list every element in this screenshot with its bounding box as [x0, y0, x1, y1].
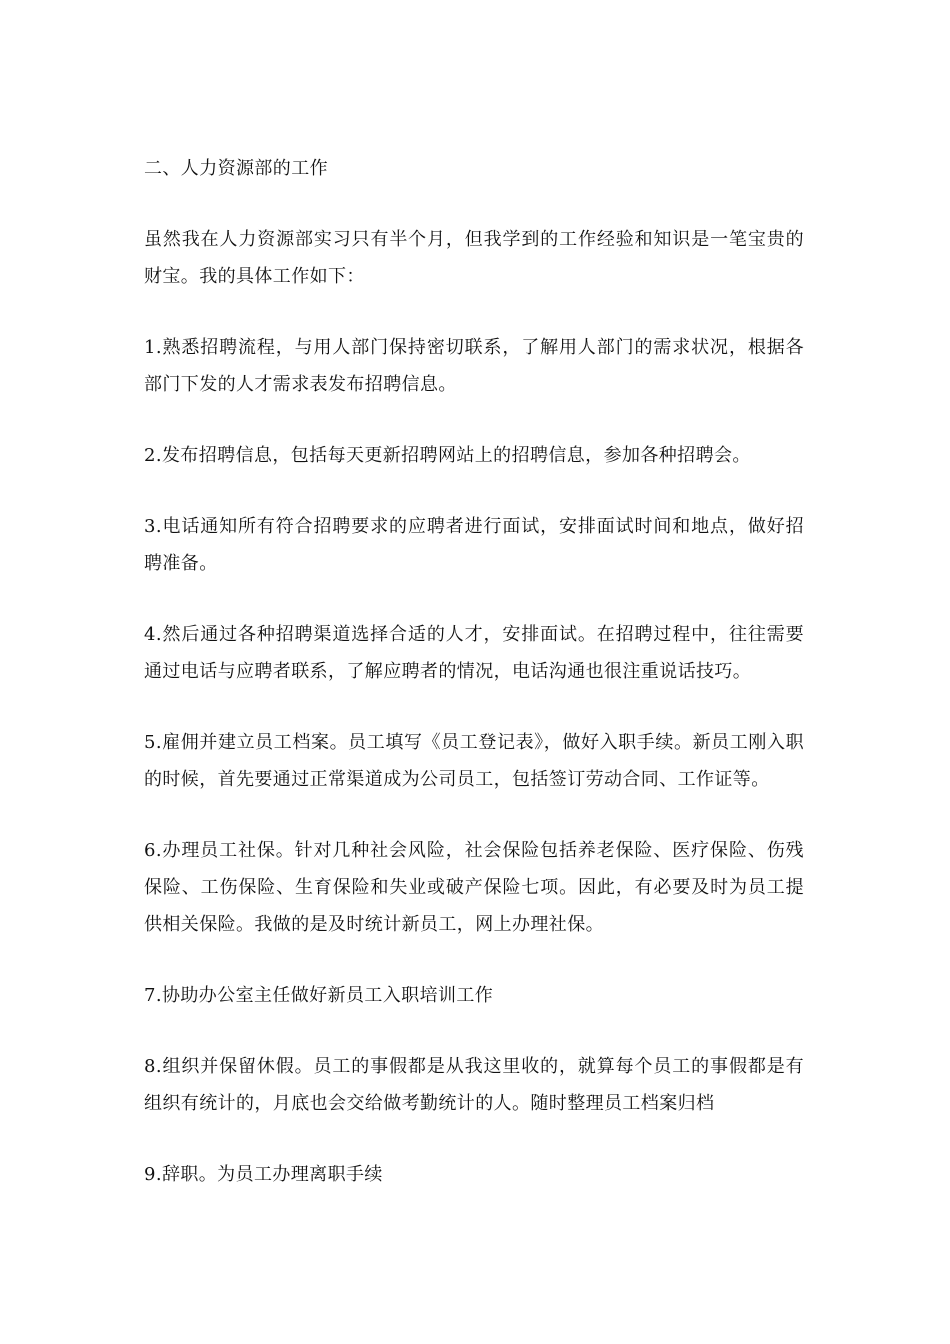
list-item-1: 1.熟悉招聘流程，与用人部门保持密切联系，了解用人部门的需求状况，根据各部门下发的人才需求表发布招聘信息。: [144, 337, 804, 395]
list-item-5: 5.雇佣并建立员工档案。员工填写《员工登记表》，做好入职手续。新员工刚入职的时候，首先要通过正常渠道成为公司员工，包括签订劳动合同、工作证等。: [144, 732, 804, 790]
list-item-6: 6.办理员工社保。针对几种社会风险，社会保险包括养老保险、医疗保险、伤残保险、工伤保险、生育保险和失业或破产保险七项。因此，有必要及时为员工提供相关保险。我做的是及时统计新员工，网上办理社保。: [144, 840, 804, 935]
list-item-7: 7.协助办公室主任做好新员工入职培训工作: [144, 985, 494, 1006]
list-item-2: 2.发布招聘信息，包括每天更新招聘网站上的招聘信息，参加各种招聘会。: [144, 445, 751, 466]
intro-paragraph: 虽然我在人力资源部实习只有半个月，但我学到的工作经验和知识是一笔宝贵的财宝。我的具体工作如下：: [144, 229, 804, 287]
list-item-3: 3.电话通知所有符合招聘要求的应聘者进行面试，安排面试时间和地点，做好招聘准备。: [144, 516, 804, 574]
list-item-8: 8.组织并保留休假。员工的事假都是从我这里收的，就算每个员工的事假都是有组织有统计的，月底也会交给做考勤统计的人。随时整理员工档案归档: [144, 1056, 804, 1114]
list-item-4: 4.然后通过各种招聘渠道选择合适的人才，安排面试。在招聘过程中，往往需要通过电话与应聘者联系，了解应聘者的情况，电话沟通也很注重说话技巧。: [144, 624, 804, 682]
list-item-9: 9.辞职。为员工办理离职手续: [144, 1164, 383, 1185]
document-body: [144, 150, 804, 1227]
section-heading: 二、人力资源部的工作: [144, 158, 328, 179]
